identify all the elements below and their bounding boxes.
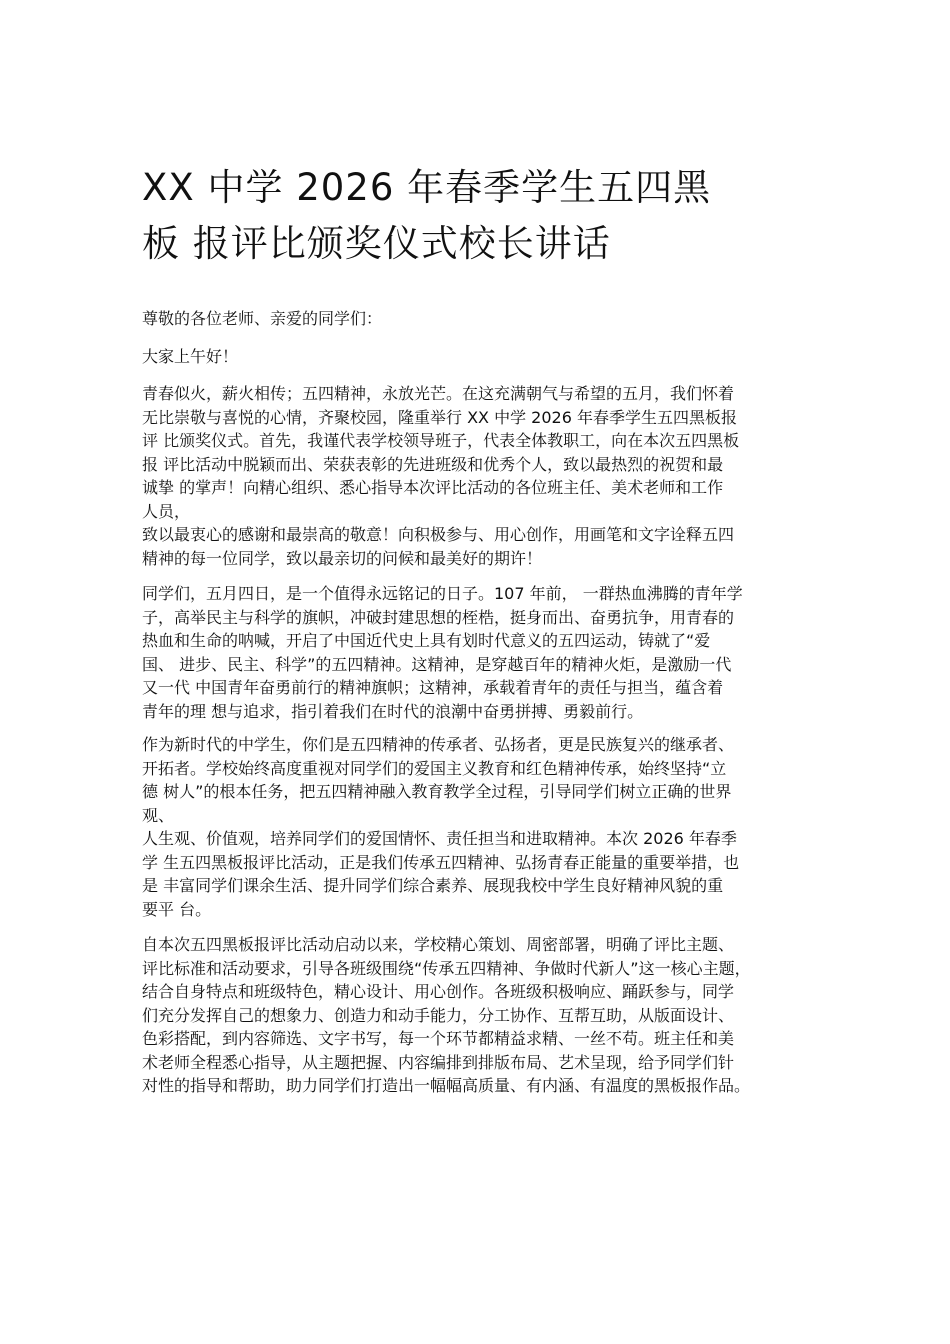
text-line: 自本次五四黑板报评比活动启动以来，学校精心策划、周密部署，明确了评比主题、 xyxy=(142,935,735,954)
text-line: 评 比颁奖仪式。首先，我谨代表学校领导班子，代表全体教职工，向在本次五四黑板 xyxy=(142,431,740,450)
text-line: 人员， xyxy=(142,501,191,521)
text-line: 无比崇敬与喜悦的心情，齐聚校园，隆重举行 XX 中学 2026 年春季学生五四黑板报 xyxy=(142,407,737,427)
text-line: 同学们，五月四日，是一个值得永远铭记的日子。107 年前， 一群热血沸腾的青年学 xyxy=(142,584,743,603)
text-line: 色彩搭配，到内容筛选、文字书写，每一个环节都精益求精、一丝不苟。班主任和美 xyxy=(142,1029,735,1048)
text-line: 又一代 中国青年奋勇前行的精神旗帜；这精神，承载着青年的责任与担当，蕴含着 xyxy=(142,678,724,697)
body-paragraph xyxy=(142,733,832,921)
document-body xyxy=(142,307,832,1098)
salutation-paragraph xyxy=(142,307,832,331)
text-line: 对性的指导和帮助，助力同学们打造出一幅幅高质量、有内涵、有温度的黑板报作品。 xyxy=(142,1076,751,1095)
text-line: 青年的理 想与追求，指引着我们在时代的浪潮中奋勇拼搏、勇毅前行。 xyxy=(142,701,644,721)
title-line: XX 中学 2026 年春季学生五四黑 xyxy=(142,166,712,209)
text-line: 作为新时代的中学生，你们是五四精神的传承者、弘扬者，更是民族复兴的继承者、 xyxy=(142,735,735,754)
text-line: 热血和生命的呐喊，开启了中国近代史上具有划时代意义的五四运动，铸就了“爱 xyxy=(142,631,711,650)
text-line: 报 评比活动中脱颖而出、荣获表彰的先进班级和优秀个人，致以最热烈的祝贺和最 xyxy=(142,454,724,474)
greeting-paragraph xyxy=(142,345,832,369)
document-title xyxy=(142,160,822,272)
text-line: 诚挚 的掌声！向精心组织、悉心指导本次评比活动的各位班主任、美术老师和工作 xyxy=(142,478,724,497)
text-line: 尊敬的各位老师、亲爱的同学们： xyxy=(142,309,383,328)
text-line: 子，高举民主与科学的旗帜，冲破封建思想的桎梏，挺身而出、奋勇抗争，用青春的 xyxy=(142,607,735,627)
text-line: 青春似火，薪火相传；五四精神，永放光芒。在这充满朝气与希望的五月，我们怀着 xyxy=(142,384,735,403)
text-line: 观、 xyxy=(142,805,175,825)
text-line: 精神的每一位同学，致以最亲切的问候和最美好的期许！ xyxy=(142,548,543,568)
text-line: 术老师全程悉心指导，从主题把握、内容编排到排版布局、艺术呈现，给予同学们针 xyxy=(142,1052,735,1072)
body-paragraph xyxy=(142,582,832,723)
text-line: 国、 进步、民主、科学”的五四精神。这精神，是穿越百年的精神火炬，是激励一代 xyxy=(142,654,732,674)
body-paragraph xyxy=(142,933,832,1098)
text-line: 结合自身特点和班级特色，精心设计、用心创作。各班级积极响应、踊跃参与，同学 xyxy=(142,982,735,1001)
text-line: 大家上午好！ xyxy=(142,346,239,366)
text-line: 是 丰富同学们课余生活、提升同学们综合素养、展现我校中学生良好精神风貌的重 xyxy=(142,876,724,895)
text-line: 人生观、价值观，培养同学们的爱国情怀、责任担当和进取精神。本次 2026 年春季 xyxy=(142,829,737,848)
text-line: 评比标准和活动要求，引导各班级围绕“传承五四精神、争做时代新人”这一核心主题， xyxy=(142,958,751,978)
text-line: 致以最衷心的感谢和最崇高的敬意！向积极参与、用心创作，用画笔和文字诠释五四 xyxy=(142,525,735,544)
text-line: 们充分发挥自己的想象力、创造力和动手能力，分工协作、互帮互助，从版面设计、 xyxy=(142,1005,735,1025)
text-line: 德 树人”的根本任务，把五四精神融入教育教学全过程，引导同学们树立正确的世界 xyxy=(142,782,732,801)
text-line: 要平 台。 xyxy=(142,899,212,919)
text-line: 学 生五四黑板报评比活动，正是我们传承五四精神、弘扬青春正能量的重要举措，也 xyxy=(142,852,740,872)
title-line: 板 报评比颁奖仪式校长讲话 xyxy=(142,222,611,265)
text-line: 开拓者。学校始终高度重视对同学们的爱国主义教育和红色精神传承，始终坚持“立 xyxy=(142,758,727,778)
body-paragraph xyxy=(142,382,832,570)
